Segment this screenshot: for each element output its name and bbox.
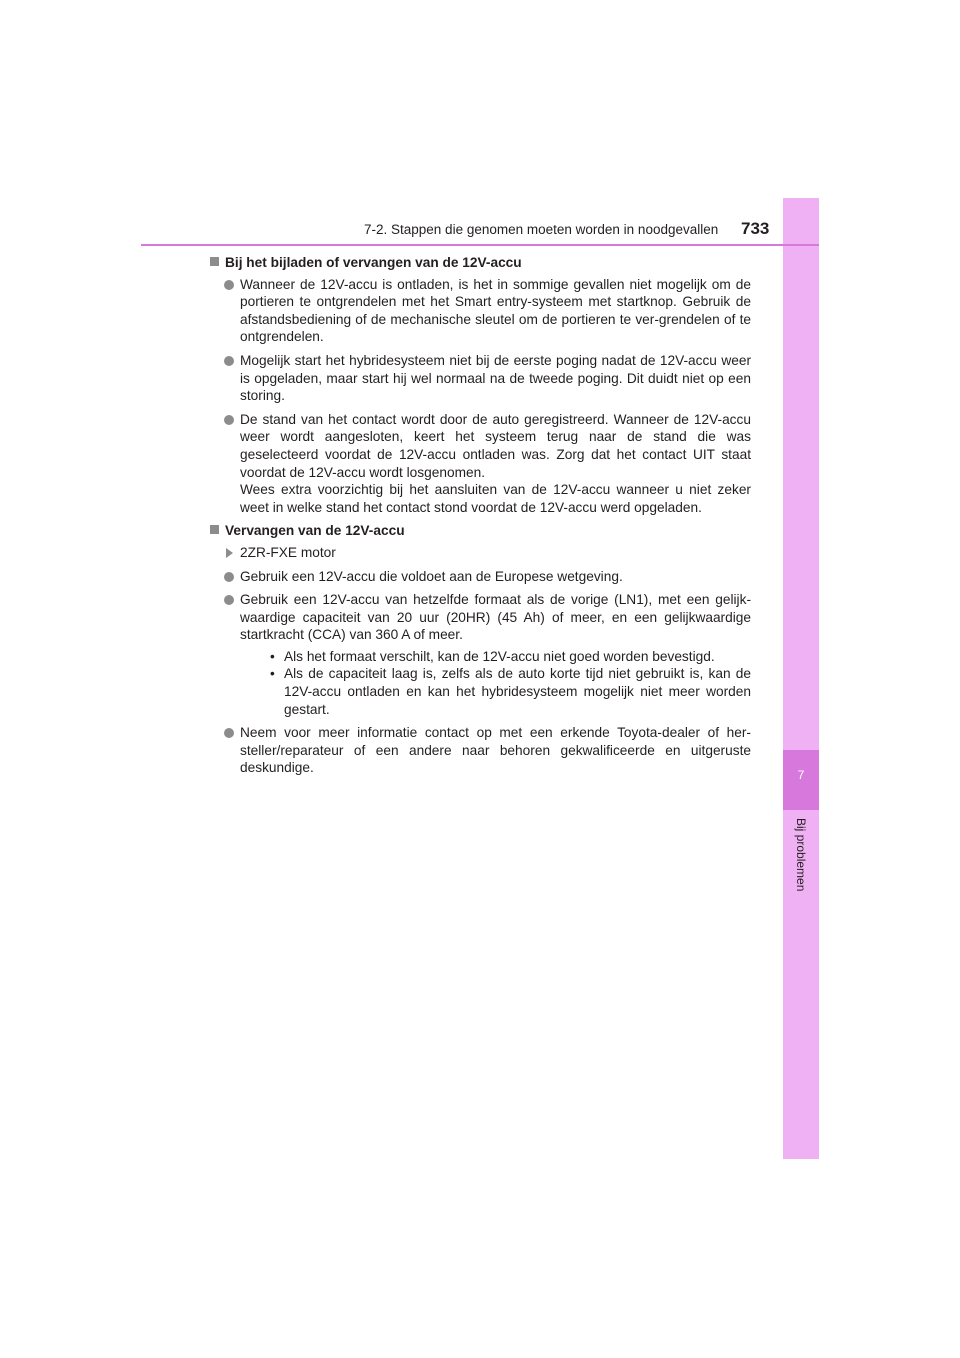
list-item: Neem voor meer informatie contact op met een erkende Toyota-dealer of her-steller/reparateur of een andere naar behoren gekwalificeerde en uitgeruste deskundige.	[210, 724, 751, 777]
header-rule	[141, 244, 819, 246]
triangle-bullet-icon	[226, 548, 233, 558]
circle-bullet-icon	[224, 572, 234, 582]
square-bullet-icon	[210, 257, 219, 266]
caution-note: Wees extra voorzichtig bij het aansluiten van de 12V-accu wanneer u niet zeker weet in welke stand het contact stond voordat de 12V-accu werd opgeladen.	[240, 482, 751, 515]
page-content	[210, 254, 751, 783]
circle-bullet-icon	[224, 415, 234, 425]
chapter-title: Bij problemen	[794, 818, 808, 892]
dot-bullet-icon: •	[270, 648, 275, 664]
sub-list	[240, 648, 751, 718]
list-item: De stand van het contact wordt door de auto geregistreerd. Wanneer de 12V-accu weer wordt aangesloten, keert het systeem terug naar de stand die was geselecteerd voordat de 12V-accu ontladen was. Zorg dat het contact UIT staat voordat de 12V-accu wordt losgenomen. Wees extra voorzichtig bij het aansluiten van de 12V-accu wanneer u niet zeker weet in welke stand het contact stond voordat de 12V-accu werd opgeladen.	[210, 411, 751, 517]
section-title: 7-2. Stappen die genomen moeten worden in noodgevallen	[364, 222, 719, 237]
side-strip	[783, 198, 819, 1159]
sub-list-item: • Als de capaciteit laag is, zelfs als de auto korte tijd niet gebruikt is, kan de 12V-accu ontladen en kan het hybridesysteem mogelijk niet meer worden gestart.	[270, 666, 751, 717]
engine-variant: 2ZR-FXE motor	[210, 544, 751, 562]
circle-bullet-icon	[224, 356, 234, 366]
page-number: 733	[741, 219, 770, 238]
circle-bullet-icon	[224, 280, 234, 290]
square-bullet-icon	[210, 525, 219, 534]
list-item: Mogelijk start het hybridesysteem niet bij de eerste poging nadat de 12V-accu weer is opgeladen, maar start hij wel normaal na de tweede poging. Dit duidt niet op een storing.	[210, 352, 751, 405]
list-item: Gebruik een 12V-accu van hetzelfde formaat als de vorige (LN1), met een gelijk-waardige capaciteit van 20 uur (20HR) (45 Ah) of meer, en een gelijkwaardige startkracht (CCA) van 360 A of meer. • Als het formaat verschilt, kan de 12V-accu niet goed worden bevestigd. • Als de capaciteit laag is, zelfs als de auto korte tijd niet gebruikt is, kan de 12V-accu ontladen en kan het hybridesysteem mogelijk niet meer worden gestart.	[210, 591, 751, 718]
list-item: Wanneer de 12V-accu is ontladen, is het in sommige gevallen niet mogelijk om de portieren te ontgrendelen met het Smart entry-systeem met startknop. Gebruik de afstandsbediening of de mechanische sleutel om de portieren te ver-grendelen of te ontgrendelen.	[210, 276, 751, 346]
list-item: Gebruik een 12V-accu die voldoet aan de Europese wetgeving.	[210, 568, 751, 586]
section-heading: Bij het bijladen of vervangen van de 12V-accu	[210, 254, 751, 272]
sub-list-item: • Als het formaat verschilt, kan de 12V-accu niet goed worden bevestigd.	[270, 648, 715, 664]
dot-bullet-icon: •	[270, 666, 275, 682]
chapter-number: 7	[797, 768, 805, 782]
circle-bullet-icon	[224, 595, 234, 605]
circle-bullet-icon	[224, 728, 234, 738]
section-heading: Vervangen van de 12V-accu	[210, 522, 751, 540]
